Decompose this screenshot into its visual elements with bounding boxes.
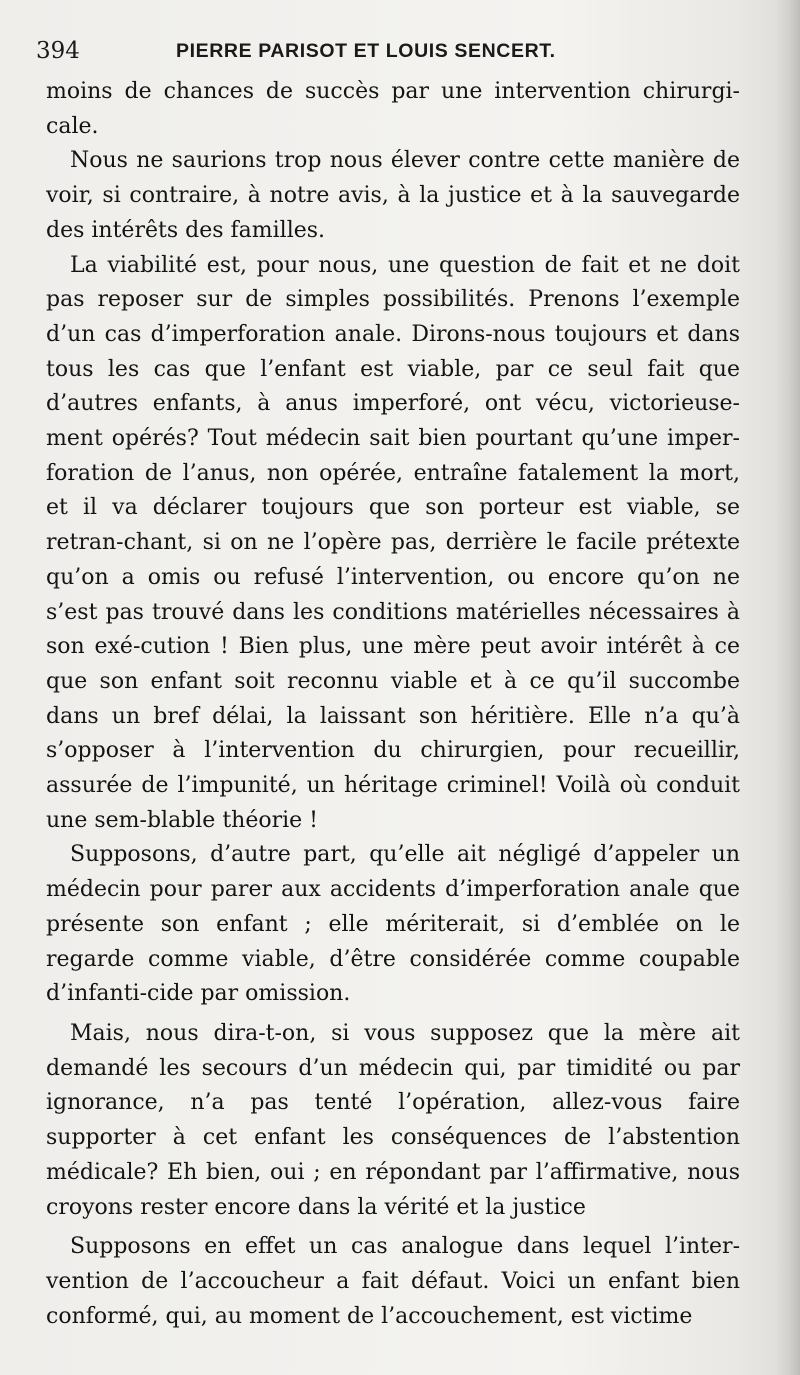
paragraph: Mais, nous dira-t-on, si vous supposez que la mère ait demandé les secours d’un médecin qui, par timidité ou par ignorance, n’a pas tenté l’opération, allez-vous faire supporter à cet enfant les conséquences de l’abstention médicale? Eh bien, oui ; en répondant par l’affirmative, nous croyons rester encore dans la vérité et la justice [46, 1020, 740, 1220]
paragraph: Supposons en effet un cas analogue dans lequel l’inter-vention de l’accoucheur a fait défaut. Voici un enfant bien conformé, qui, au moment de l’accouchement, est victime [46, 1234, 740, 1329]
paragraph: Supposons, d’autre part, qu’elle ait négligé d’appeler un médecin pour parer aux accidents d’imperforation anale que présente son enfant ; elle mériterait, si d’emblée on le regarde comme viable, d’être considérée comme coupable d’infanti-cide par omission. [46, 842, 740, 1007]
binding-shadow [774, 0, 800, 1375]
paragraph: Nous ne saurions trop nous élever contre cette manière de voir, si contraire, à notre avis, à la justice et à la sauvegarde des intérêts des familles. [46, 148, 740, 243]
page-header [36, 36, 756, 66]
paragraph-continuation: moins de chances de succès par une intervention chirurgi-cale. [46, 79, 740, 139]
page-number: 394 [36, 38, 80, 64]
paragraph: La viabilité est, pour nous, une question de fait et ne doit pas reposer sur de simples possibilités. Prenons l’exemple d’un cas d’imperforation anale. Dirons-nous toujours et dans tous les cas que l’enfant est viable, par ce seul fait que d’autres enfants, à anus imperforé, ont vécu, victorieuse-ment opérés? Tout médecin sait bien pourtant qu’une imper-foration de l’anus, non opérée, entraîne fatalement la mort, et il va déclarer toujours que son porteur est viable, se retran-chant, si on ne l’opère pas, derrière le facile prétexte qu’on a omis ou refusé l’intervention, ou encore qu’on ne s’est pas trouvé dans les conditions matérielles nécessaires à son exé-cution ! Bien plus, une mère peut avoir intérêt à ce que son enfant soit reconnu viable et à ce qu’il succombe dans un bref délai, la laissant son héritière. Elle n’a qu’à s’opposer à l’intervention du chirurgien, pour recueillir, assurée de l’impunité, un héritage criminel! Voilà où conduit une sem-blable théorie ! [46, 252, 740, 833]
running-title: PIERRE PARISOT ET LOUIS SENCERT. [176, 39, 556, 62]
body-text [46, 75, 740, 1334]
